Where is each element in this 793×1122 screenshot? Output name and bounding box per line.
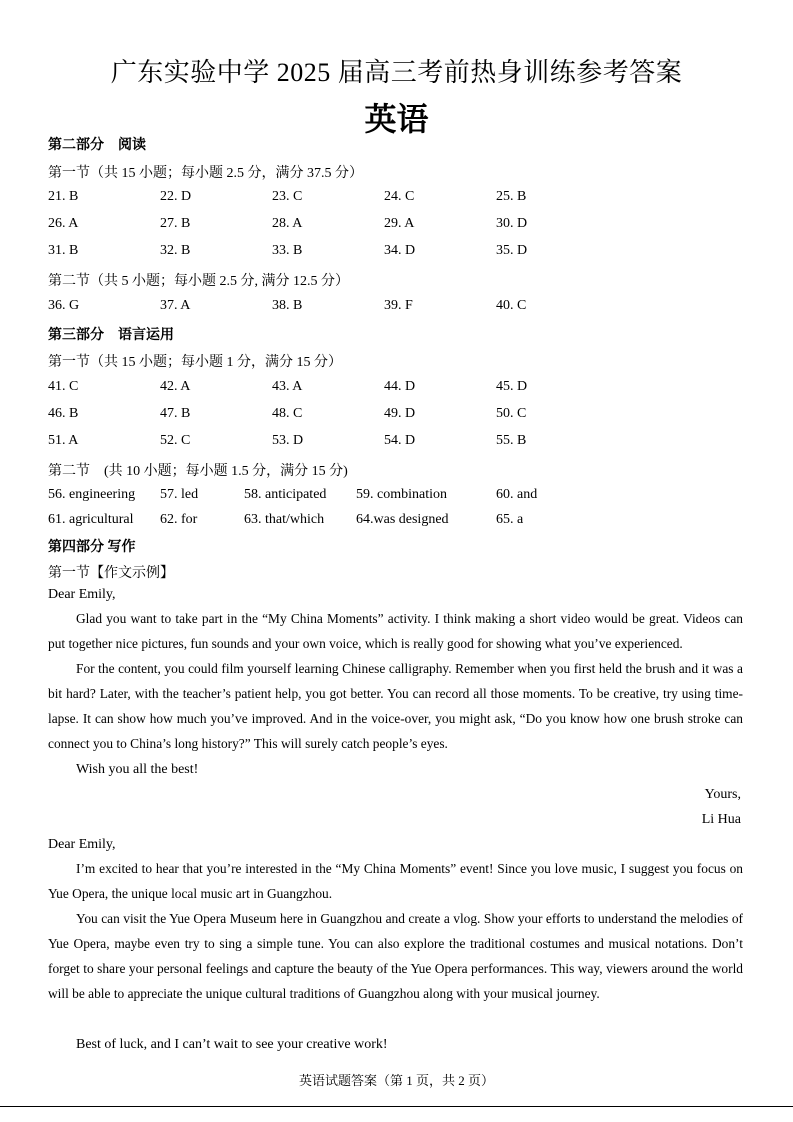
answer-item: 31. B [48,243,79,258]
answer-item: 45. D [496,379,528,394]
answer-item: 63. that/which [244,512,325,527]
answer-item: 32. B [160,243,191,258]
answer-item: 53. D [272,433,304,448]
essay1-closing-line: Wish you all the best! [76,762,199,777]
answer-item: 55. B [496,433,527,448]
answer-item: 40. C [496,298,527,313]
answer-item: 46. B [48,406,79,421]
part2-heading: 第二部分 阅读 [48,138,146,153]
answer-item: 49. D [384,406,416,421]
page-footer: 英语试题答案（第 1 页，共 2 页） [298,1073,494,1088]
part3-heading: 第三部分 语言运用 [48,328,174,343]
answer-item: 25. B [496,189,527,204]
answer-item: 48. C [272,406,303,421]
answer-row [48,243,748,263]
footer-rule [0,1106,793,1107]
answer-item: 58. anticipated [244,487,327,502]
answer-row [48,406,748,426]
answer-item: 52. C [160,433,191,448]
essay1-paragraph: Glad you want to take part in the “My China Moments” activity. I think making a short video would be great. Videos can put together nice pictures, fun sounds and your own voice, which is really good for showing what you’ve experienced. [48,611,743,651]
answer-row [48,433,748,453]
part3-section1-label: 第一节（共 15 小题；每小题 1 分，满分 15 分） [48,355,342,370]
answer-item: 28. A [272,216,303,231]
essay2-salutation: Dear Emily, [48,837,116,852]
answer-item: 27. B [160,216,191,231]
essay1-salutation: Dear Emily, [48,587,116,602]
answer-item: 65. a [496,512,524,527]
answer-item: 21. B [48,189,79,204]
answer-item: 54. D [384,433,416,448]
essay1-paragraph: For the content, you could film yourself learning Chinese calligraphy. Remember when you first held the brush and it was a bit hard? Later, with the teacher’s patient help, you got better. You can record all those moments. To be creative, try using time-lapse. It can show how much you’ve improved. And in the voice-over, you might ask, “Do you know how one brush stroke can connect you to China’s long history?” This will surely catch people’s eyes. [48,661,743,751]
essay2-closing-line: Best of luck, and I can’t wait to see your creative work! [76,1037,388,1052]
answer-item: 37. A [160,298,191,313]
answer-row [48,487,748,507]
page-title: 广东实验中学 2025 届高三考前热身训练参考答案 [110,58,683,87]
answer-item: 33. B [272,243,303,258]
essay2-paragraph: I’m excited to hear that you’re interested in the “My China Moments” event! Since you love music, I suggest you focus on Yue Opera, the unique local music art in Guangzhou. [48,861,743,901]
answer-item: 64.was designed [356,512,449,527]
answer-item: 43. A [272,379,303,394]
part4-section1-label: 第一节【作文示例】 [48,566,174,581]
answer-item: 36. G [48,298,80,313]
answer-item: 61. agricultural [48,512,134,527]
answer-item: 44. D [384,379,416,394]
essay1-signature: Li Hua [701,812,741,827]
answer-row [48,216,748,236]
essay1-signoff: Yours, [704,787,741,802]
answer-item: 59. combination [356,487,447,502]
part4-heading: 第四部分 写作 [48,540,136,555]
answer-item: 24. C [384,189,415,204]
answer-row [48,512,748,532]
answer-item: 30. D [496,216,528,231]
answer-item: 42. A [160,379,191,394]
part3-section2-label: 第二节 (共 10 小题；每小题 1.5 分，满分 15 分) [48,464,348,479]
answer-item: 62. for [160,512,198,527]
answer-item: 47. B [160,406,191,421]
answer-row [48,298,748,318]
answer-item: 23. C [272,189,303,204]
answer-item: 22. D [160,189,192,204]
answer-item: 26. A [48,216,79,231]
answer-item: 57. led [160,487,199,502]
answer-item: 60. and [496,487,538,502]
subject-title: 英语 [364,101,429,137]
part2-section2-label: 第二节（共 5 小题；每小题 2.5 分, 满分 12.5 分） [48,274,349,289]
answer-item: 34. D [384,243,416,258]
answer-item: 35. D [496,243,528,258]
answer-row [48,189,748,209]
essay2-paragraph: You can visit the Yue Opera Museum here in Guangzhou and create a vlog. Show your efforts to understand the melodies of Yue Opera, maybe even try to sing a simple tune. You can also explore the traditional costumes and musical notations. Don’t forget to share your personal feelings and capture the beauty of the Yue Opera performances. This way, viewers around the world will be able to appreciate the unique cultural traditions of Guangzhou along with your musical journey. [48,911,743,1001]
answer-item: 41. C [48,379,79,394]
part2-section1-label: 第一节（共 15 小题；每小题 2.5 分，满分 37.5 分） [48,166,363,181]
answer-item: 56. engineering [48,487,136,502]
answer-item: 38. B [272,298,303,313]
answer-item: 51. A [48,433,79,448]
answer-item: 50. C [496,406,527,421]
answer-item: 39. F [384,298,413,313]
answer-row [48,379,748,399]
answer-item: 29. A [384,216,415,231]
